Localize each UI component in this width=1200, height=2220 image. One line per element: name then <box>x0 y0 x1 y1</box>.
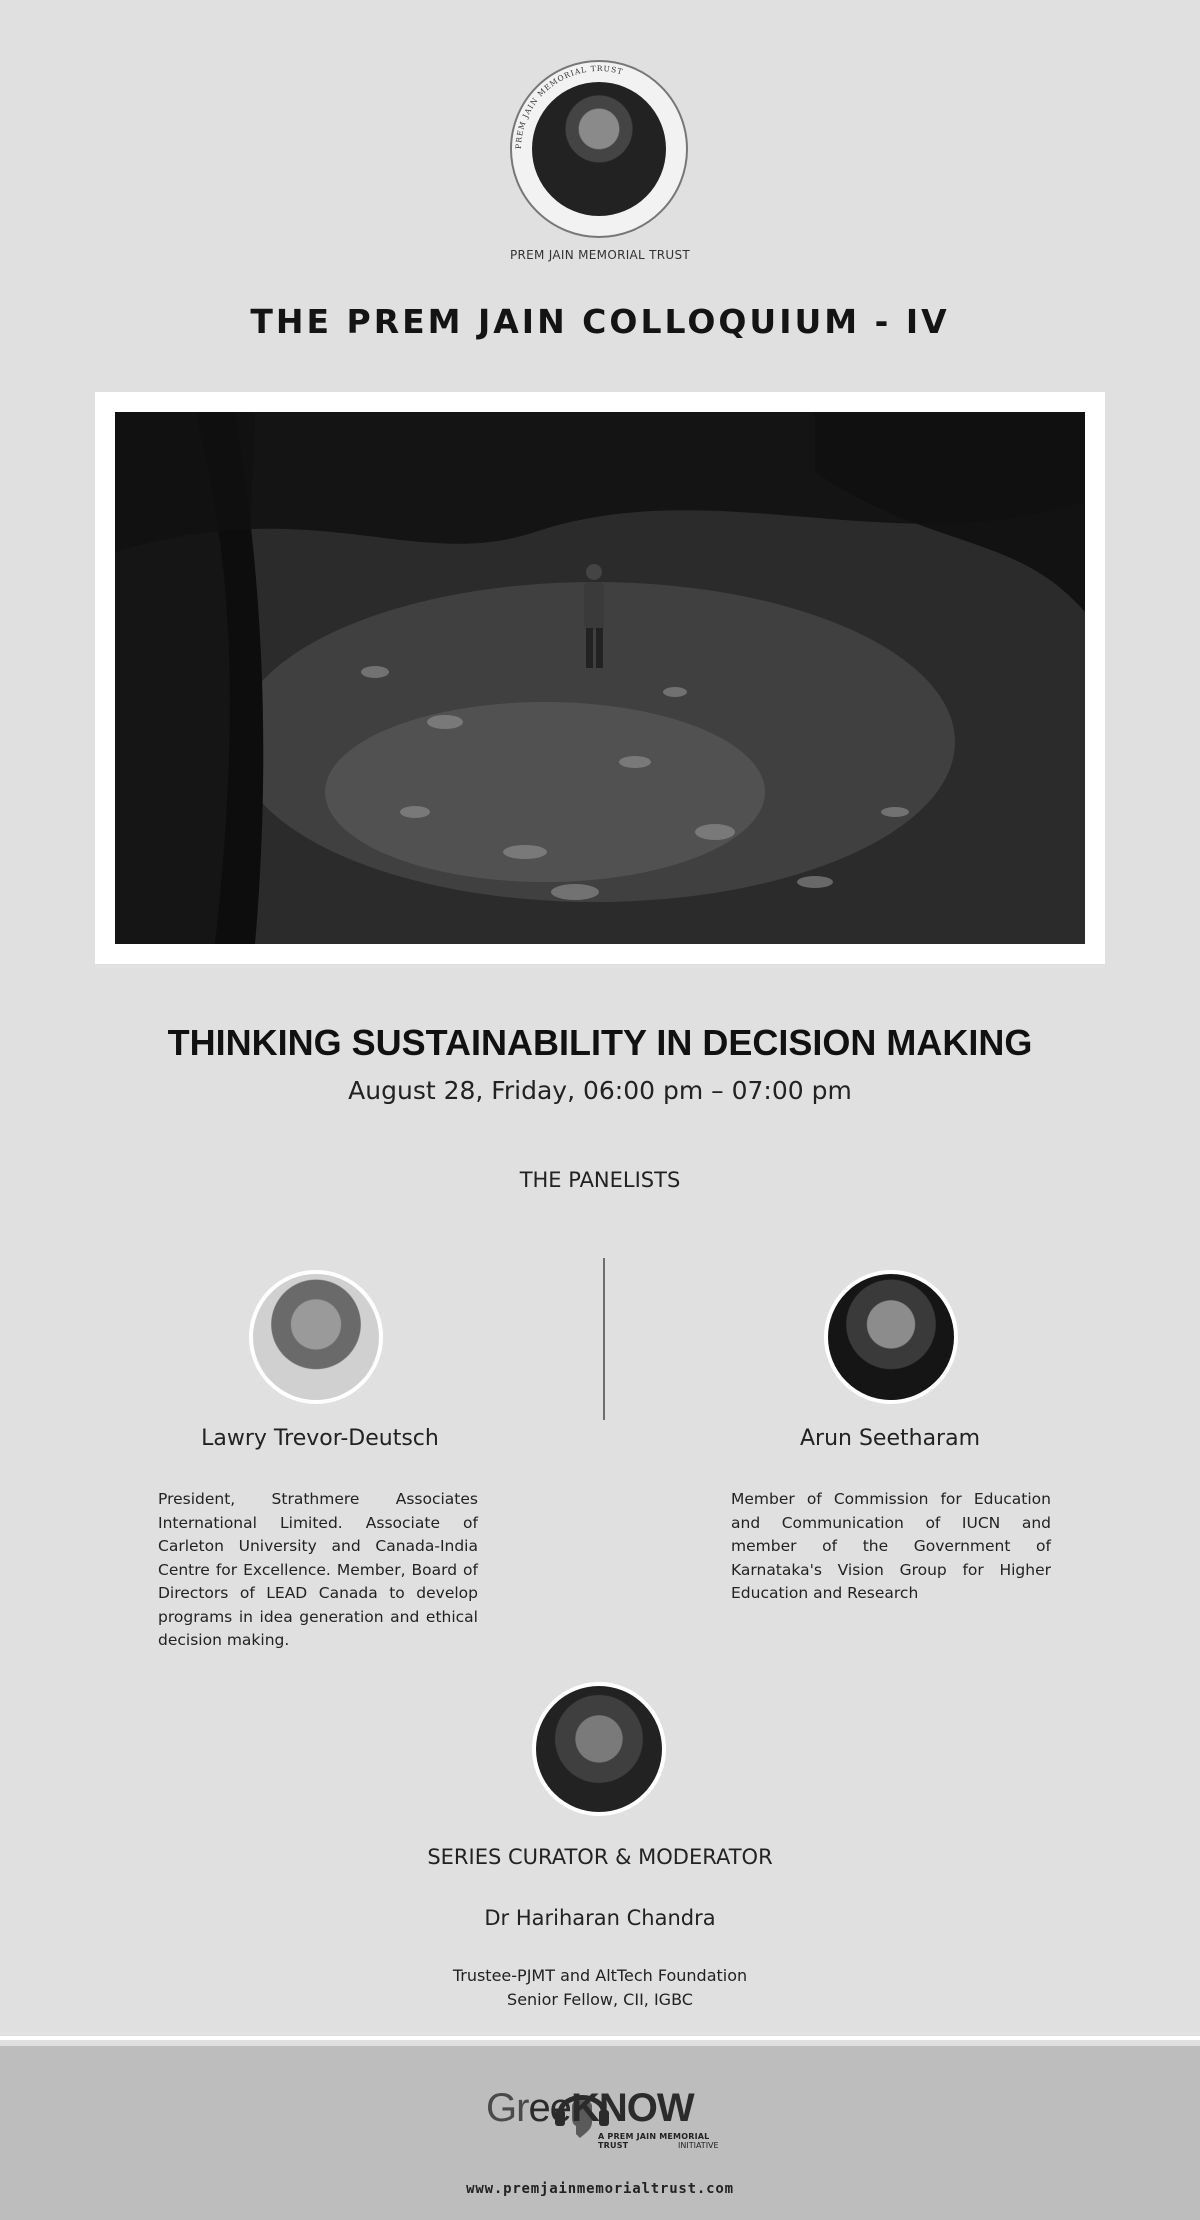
panelist-name: Arun Seetharam <box>799 1426 981 1451</box>
footer-divider <box>0 2036 1200 2040</box>
brand-name-part: ee <box>528 2086 571 2130</box>
forest-illustration <box>115 412 1085 944</box>
moderator-name: Dr Hariharan Chandra <box>484 1906 716 1930</box>
brand-name <box>486 2086 694 2131</box>
avatar <box>824 1270 958 1404</box>
panelist-bio: Member of Commission for Education and Communication of IUCN and member of the Government of Karnataka's Vision Group for Higher Education and Research <box>731 1490 1051 1602</box>
panelist-divider <box>603 1258 605 1420</box>
moderator-affiliation-line: Senior Fellow, CII, IGBC <box>507 1990 693 2009</box>
brand-name-part: Gr <box>486 2086 529 2130</box>
brand-tagline-2: INITIATIVE <box>678 2141 719 2150</box>
brand-name-part: KNOW <box>570 2086 694 2130</box>
moderator-role: SERIES CURATOR & MODERATOR <box>427 1845 773 1869</box>
panelist-name: Lawry Trevor-Deutsch <box>201 1426 439 1451</box>
moderator-affiliation-line: Trustee-PJMT and AltTech Foundation <box>452 1966 748 1985</box>
svg-text:PREM JAIN MEMORIAL TRUST: PREM JAIN MEMORIAL TRUST <box>513 63 625 150</box>
hero-forest-photo <box>115 412 1085 944</box>
event-date: August 28, Friday, 06:00 pm – 07:00 pm <box>348 1076 852 1105</box>
panelists-heading: THE PANELISTS <box>519 1168 681 1192</box>
brand-tagline: A PREM JAIN MEMORIAL TRUST <box>598 2132 710 2150</box>
logo-caption: PREM JAIN MEMORIAL TRUST <box>509 248 691 262</box>
greenknow-logo <box>480 2068 740 2152</box>
panelist-bio: President, Strathmere Associates International Limited. Associate of Carleton University and Canada-India Centre for Excellence. Member, Board of Directors of LEAD Canada to develop programs in idea generation and ethical decision making. <box>158 1490 478 1649</box>
moderator-affiliation <box>0 1964 1200 2012</box>
founder-portrait <box>532 82 666 216</box>
event-title: THINKING SUSTAINABILITY IN DECISION MAKING <box>167 1022 1033 1063</box>
page-title: THE PREM JAIN COLLOQUIUM - IV <box>250 302 950 341</box>
avatar <box>532 1682 666 1816</box>
avatar <box>249 1270 383 1404</box>
footer-url-link[interactable]: www.premjainmemorialtrust.com <box>466 2181 734 2197</box>
